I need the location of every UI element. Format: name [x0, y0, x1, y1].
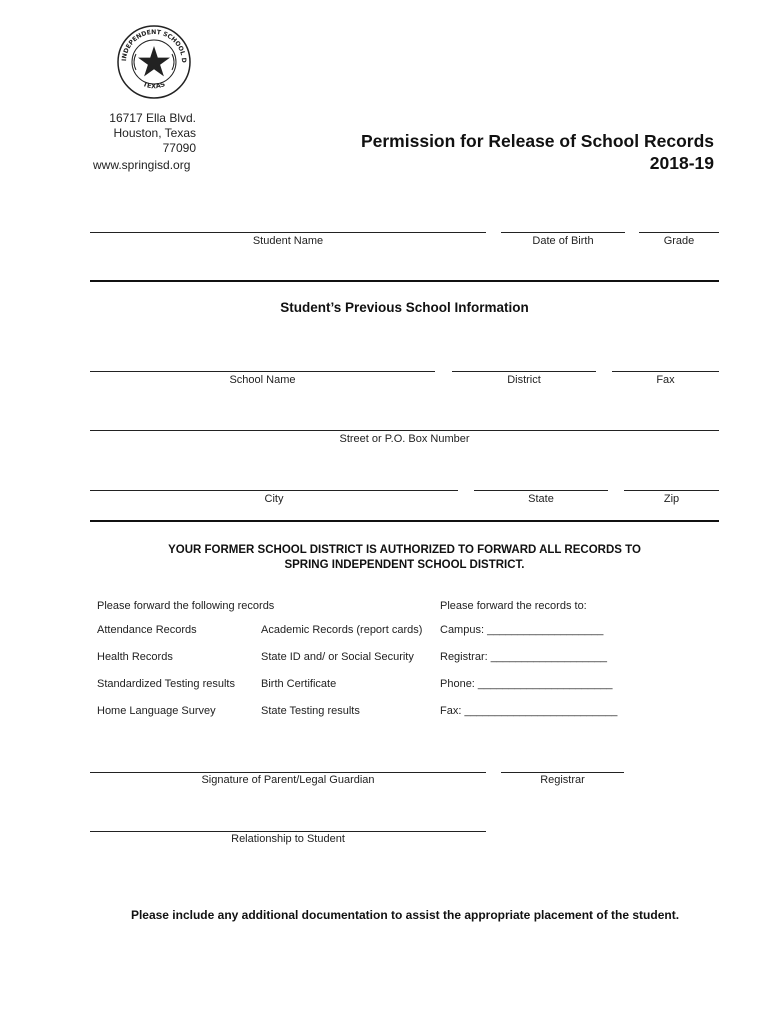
- zip-label: Zip: [663, 493, 680, 505]
- record-standardized-testing: Standardized Testing results: [97, 678, 235, 690]
- notice-line-1: YOUR FORMER SCHOOL DISTRICT IS AUTHORIZED TO FORWARD ALL RECORDS TO: [168, 544, 641, 556]
- seal-outer-text: INDEPENDENT SCHOOL D: [121, 28, 188, 63]
- seal-graphic: [116, 24, 192, 100]
- grade-line[interactable]: [639, 232, 719, 233]
- district-line[interactable]: [452, 371, 596, 372]
- title-year: 2018-19: [649, 153, 714, 173]
- state-line[interactable]: [474, 490, 608, 491]
- records-heading-left: Please forward the following records: [97, 600, 275, 612]
- record-state-id: State ID and/ or Social Security: [261, 651, 414, 663]
- records-heading-right: Please forward the records to:: [440, 600, 587, 612]
- district-label: District: [507, 374, 541, 386]
- fax-field[interactable]: Fax: _________________________: [440, 705, 618, 717]
- record-home-language: Home Language Survey: [97, 705, 216, 717]
- grade-label: Grade: [663, 235, 695, 247]
- relationship-line[interactable]: [90, 831, 486, 832]
- state-label: State: [528, 493, 554, 505]
- website-link[interactable]: www.springisd.org: [93, 158, 191, 172]
- dob-line[interactable]: [501, 232, 625, 233]
- street-line[interactable]: [90, 430, 719, 431]
- parent-signature-line[interactable]: [90, 772, 486, 773]
- student-name-label: Student Name: [252, 235, 324, 247]
- divider-bottom: [90, 520, 719, 522]
- previous-school-heading: Student’s Previous School Information: [280, 300, 529, 315]
- authorization-notice: [90, 543, 719, 573]
- footer-note: Please include any additional documentation to assist the appropriate placement of the student.: [130, 908, 680, 922]
- record-birth-certificate: Birth Certificate: [261, 678, 337, 690]
- student-name-line[interactable]: [90, 232, 486, 233]
- record-state-testing: State Testing results: [261, 705, 360, 717]
- fax-line[interactable]: [612, 371, 719, 372]
- registrar-field[interactable]: Registrar: ___________________: [440, 651, 607, 663]
- record-attendance: Attendance Records: [97, 624, 197, 636]
- city-label: City: [264, 493, 284, 505]
- school-name-label: School Name: [229, 374, 296, 386]
- record-health: Health Records: [97, 651, 173, 663]
- parent-signature-label: Signature of Parent/Legal Guardian: [201, 774, 375, 786]
- divider-top: [90, 280, 719, 282]
- relationship-label: Relationship to Student: [231, 833, 345, 845]
- phone-field[interactable]: Phone: ______________________: [440, 678, 613, 690]
- dob-label: Date of Birth: [532, 235, 594, 247]
- street-label: Street or P.O. Box Number: [339, 433, 470, 445]
- star-icon: [138, 46, 170, 76]
- registrar-signature-line[interactable]: [501, 772, 624, 773]
- record-academic: Academic Records (report cards): [261, 624, 423, 636]
- fax-label: Fax: [656, 374, 675, 386]
- address-block: [80, 111, 196, 156]
- svg-text:TEXAS: [142, 80, 167, 90]
- title-main: Permission for Release of School Records: [360, 131, 714, 151]
- school-name-line[interactable]: [90, 371, 435, 372]
- zip-line[interactable]: [624, 490, 719, 491]
- address-city: Houston, Texas 77090: [113, 126, 196, 155]
- campus-field[interactable]: Campus: ___________________: [440, 624, 604, 636]
- address-street: 16717 Ella Blvd.: [109, 111, 196, 125]
- seal-state-text: TEXAS: [141, 80, 167, 91]
- form-title: [300, 130, 714, 174]
- registrar-signature-label: Registrar: [540, 774, 585, 786]
- notice-line-2: SPRING INDEPENDENT SCHOOL DISTRICT.: [284, 559, 525, 571]
- city-line[interactable]: [90, 490, 458, 491]
- district-seal: [116, 24, 192, 100]
